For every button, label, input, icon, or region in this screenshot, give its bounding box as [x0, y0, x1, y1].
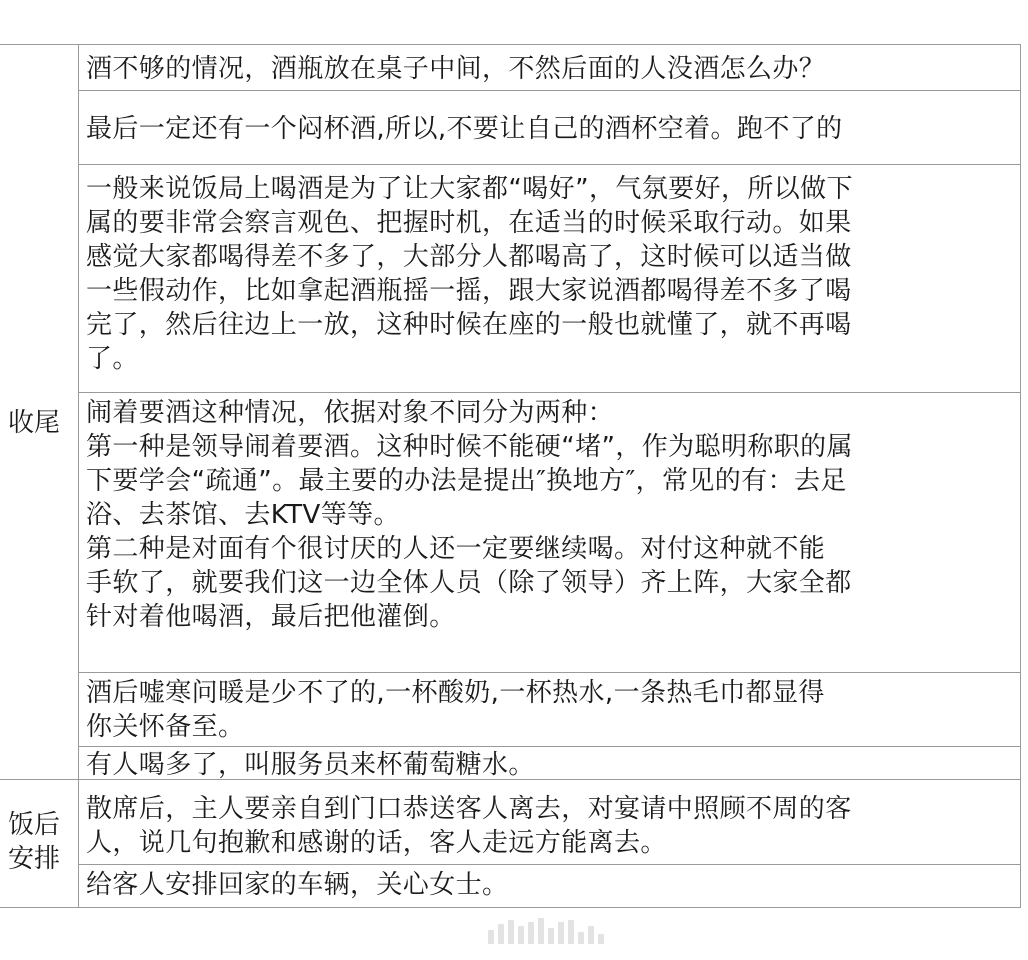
row-text-line: 针对着他喝酒，最后把他灌倒。 — [86, 602, 456, 632]
row-text-line: 下要学会“疏通”。最主要的办法是提出″换地方″，常见的有：去足 — [86, 466, 847, 496]
row-text-line: 散席后，主人要亲自到门口恭送客人离去，对宴请中照顾不周的客 — [86, 794, 852, 824]
table-top-border — [0, 44, 1020, 45]
category-label-wrap-up — [8, 406, 60, 440]
category-label-line: 安排 — [8, 844, 61, 874]
row-text-line: 有人喝多了，叫服务员来杯葡萄糖水。 — [86, 750, 535, 780]
watermark-bar — [508, 920, 514, 944]
table-bottom-border — [0, 907, 1020, 908]
row-text-line: 完了，然后往边上一放，这种时候在座的一般也就懂了，就不再喝 — [86, 310, 852, 340]
watermark-bar — [548, 928, 554, 944]
row-divider — [78, 164, 1020, 165]
row-divider — [78, 746, 1020, 747]
watermark-bar — [598, 934, 604, 944]
watermark-bar — [558, 922, 564, 944]
row-text-line: 一些假动作，比如拿起酒瓶摇一摇，跟大家说酒都喝得差不多了喝 — [86, 276, 852, 306]
row-text-line: 感觉大家都喝得差不多了，大部分人都喝高了，这时候可以适当做 — [86, 242, 852, 272]
row-text-line: 了。 — [86, 344, 139, 374]
category-label-after-meal — [8, 808, 60, 876]
category-label: 收尾 — [8, 408, 61, 438]
watermark-bar — [578, 932, 584, 944]
table-row — [86, 748, 1016, 782]
table-row — [86, 868, 1016, 902]
table-right-border — [1020, 44, 1021, 908]
row-divider — [78, 672, 1020, 673]
row-text-line: 最后一定还有一个闷杯酒,所以,不要让自己的酒杯空着。跑不了的 — [86, 114, 843, 144]
watermark-bar — [538, 918, 544, 944]
row-text-line: 第二种是对面有个很讨厌的人还一定要继续喝。对付这种就不能 — [86, 534, 826, 564]
row-divider — [78, 864, 1020, 865]
table-row — [86, 676, 1016, 744]
table-row — [86, 792, 1016, 860]
table-row — [86, 396, 1016, 634]
row-text-line: 浴、去茶馆、去KTV等等。 — [86, 500, 400, 530]
row-text-line: 属的要非常会察言观色、把握时机，在适当的时候采取行动。如果 — [86, 208, 852, 238]
row-divider — [78, 392, 1020, 393]
watermark-bar — [498, 924, 504, 944]
row-text-line: 给客人安排回家的车辆，关心女士。 — [86, 870, 509, 900]
table-row — [86, 172, 1016, 376]
row-text-line: 酒不够的情况，酒瓶放在桌子中间，不然后面的人没酒怎么办？ — [86, 54, 826, 84]
watermark-bar — [528, 922, 534, 944]
etiquette-table — [0, 44, 1022, 908]
watermark-bars — [488, 918, 628, 944]
watermark-bar — [568, 920, 574, 944]
row-text-line: 人，说几句抱歉和感谢的话，客人走远方能离去。 — [86, 828, 667, 858]
row-divider — [78, 90, 1020, 91]
table-row — [86, 52, 1016, 86]
row-text-line: 第一种是领导闹着要酒。这种时候不能硬“堵”，作为聪明称职的属 — [86, 432, 853, 462]
watermark-bar — [588, 926, 594, 944]
watermark-bar — [518, 926, 524, 944]
row-text-line: 闹着要酒这种情况，依据对象不同分为两种： — [86, 398, 615, 428]
table-row — [86, 112, 1016, 146]
watermark-bar — [488, 930, 494, 944]
category-label-line: 饭后 — [8, 810, 61, 840]
row-text-line: 一般来说饭局上喝酒是为了让大家都“喝好”，气氛要好，所以做下 — [86, 174, 853, 204]
row-text-line: 酒后嘘寒问暖是少不了的,一杯酸奶,一杯热水,一条热毛巾都显得 — [86, 678, 825, 708]
row-text-line: 手软了，就要我们这一边全体人员（除了领导）齐上阵，大家全都 — [86, 568, 852, 598]
row-text-line: 你关怀备至。 — [86, 712, 245, 742]
